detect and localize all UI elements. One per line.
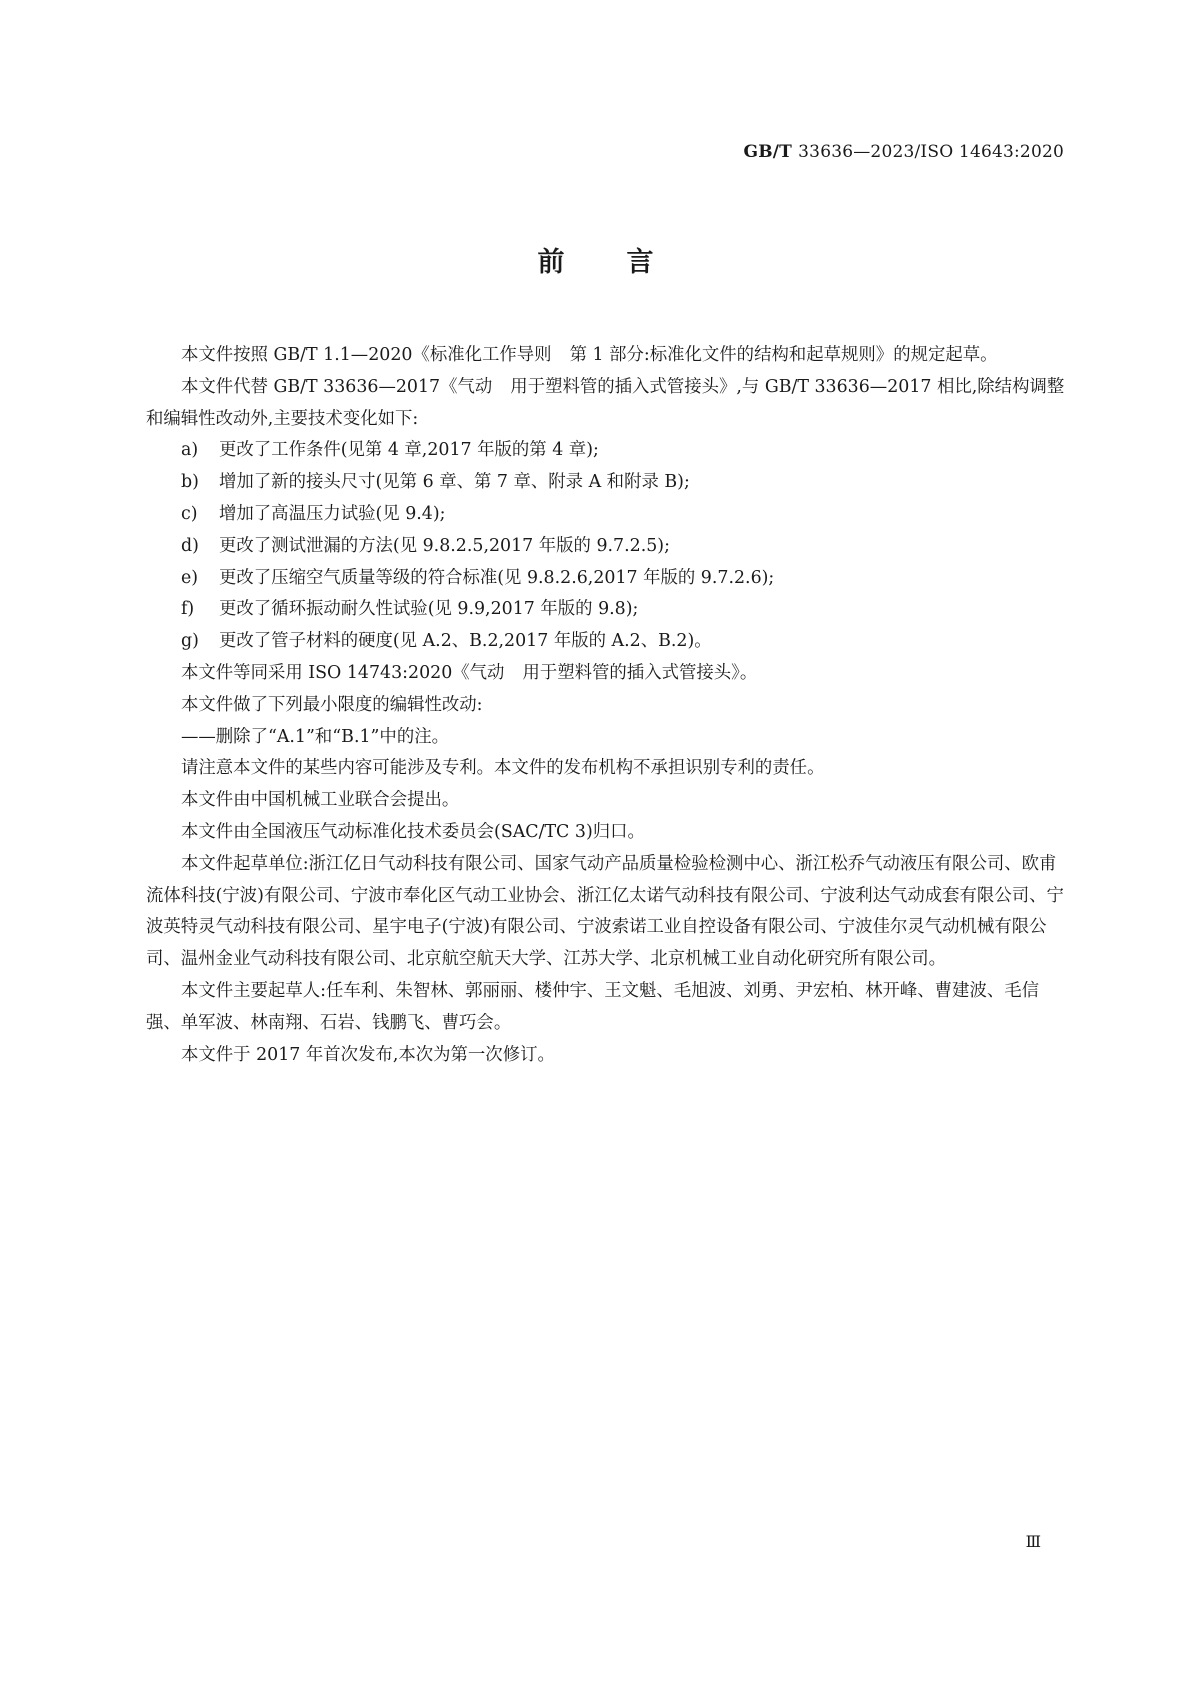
item-text: 更改了循环振动耐久性试验(见 9.9,2017 年版的 9.8); xyxy=(219,599,639,620)
item-text: 更改了工作条件(见第 4 章,2017 年版的第 4 章); xyxy=(219,440,599,461)
item-text: 更改了压缩空气质量等级的符合标准(见 9.8.2.6,2017 年版的 9.7.2.6); xyxy=(219,567,775,588)
item-label: c) xyxy=(181,503,198,524)
page-title xyxy=(0,240,1191,279)
item-text: 更改了测试泄漏的方法(见 9.8.2.5,2017 年版的 9.7.2.5); xyxy=(219,535,670,556)
paragraph-committee: 本文件由全国液压气动标准化技术委员会(SAC/TC 3)归口。 xyxy=(181,821,645,842)
code-prefix: GB/T xyxy=(743,142,793,162)
change-item xyxy=(146,499,1065,531)
change-item xyxy=(146,626,1065,658)
item-label: e) xyxy=(181,567,199,588)
paragraph-drafters: 本文件主要起草人:任车利、朱智林、郭丽丽、楼仲宇、王文魁、毛旭波、刘勇、尹宏柏、林开峰、曹建波、毛信强、单军波、林南翔、石岩、钱鹏飞、曹巧会。 xyxy=(146,980,1040,1033)
paragraph-patent: 请注意本文件的某些内容可能涉及专利。本文件的发布机构不承担识别专利的责任。 xyxy=(181,758,825,779)
paragraph-equivalence: 本文件等同采用 ISO 14743:2020《气动 用于塑料管的插入式管接头》。 xyxy=(181,662,758,683)
item-label: g) xyxy=(181,631,199,652)
item-text: 增加了高温压力试验(见 9.4); xyxy=(219,503,446,524)
change-item xyxy=(146,563,1065,595)
paragraph-editorial-item: ——删除了“A.1”和“B.1”中的注。 xyxy=(181,726,449,747)
item-label: f) xyxy=(181,599,195,620)
item-text: 更改了管子材料的硬度(见 A.2、B.2,2017 年版的 A.2、B.2)。 xyxy=(219,631,712,652)
page-number: Ⅲ xyxy=(1025,1532,1041,1551)
preface-body xyxy=(146,340,1065,1071)
item-text: 增加了新的接头尺寸(见第 6 章、第 7 章、附录 A 和附录 B); xyxy=(219,472,690,493)
code-body: 33636—2023/ISO 14643:2020 xyxy=(798,142,1064,162)
paragraph-replacement: 本文件代替 GB/T 33636—2017《气动 用于塑料管的插入式管接头》,与 GB/T 33636—2017 相比,除结构调整和编辑性改动外,主要技术变化如下: xyxy=(146,376,1065,429)
item-label: a) xyxy=(181,440,199,461)
paragraph-proposer: 本文件由中国机械工业联合会提出。 xyxy=(181,790,460,811)
change-item xyxy=(146,467,1065,499)
change-item xyxy=(146,594,1065,626)
title-char-2: 言 xyxy=(626,247,654,278)
title-char-1: 前 xyxy=(537,247,565,278)
paragraph-editorial: 本文件做了下列最小限度的编辑性改动: xyxy=(181,694,483,715)
paragraph-history: 本文件于 2017 年首次发布,本次为第一次修订。 xyxy=(181,1044,555,1065)
paragraph-drafting-rules: 本文件按照 GB/T 1.1—2020《标准化工作导则 第 1 部分:标准化文件的结构和起草规则》的规定起草。 xyxy=(181,345,998,365)
item-label: b) xyxy=(181,472,199,493)
paragraph-drafting-units: 本文件起草单位:浙江亿日气动科技有限公司、国家气动产品质量检验检测中心、浙江松乔气动液压有限公司、欧甫流体科技(宁波)有限公司、宁波市奉化区气动工业协会、浙江亿太诺气动科技有限公司、宁波利达气动成套有限公司、宁波英特灵气动科技有限公司、星宇电子(宁波)有限公司、宁波索诺工业自控设备有限公司、宁波佳尔灵气动机械有限公司、温州金业气动科技有限公司、北京航空航天大学、江苏大学、北京机械工业自动化研究所有限公司。 xyxy=(146,853,1064,970)
item-label: d) xyxy=(181,535,199,556)
document-code xyxy=(743,142,1064,162)
change-item xyxy=(146,435,1065,467)
change-item xyxy=(146,531,1065,563)
